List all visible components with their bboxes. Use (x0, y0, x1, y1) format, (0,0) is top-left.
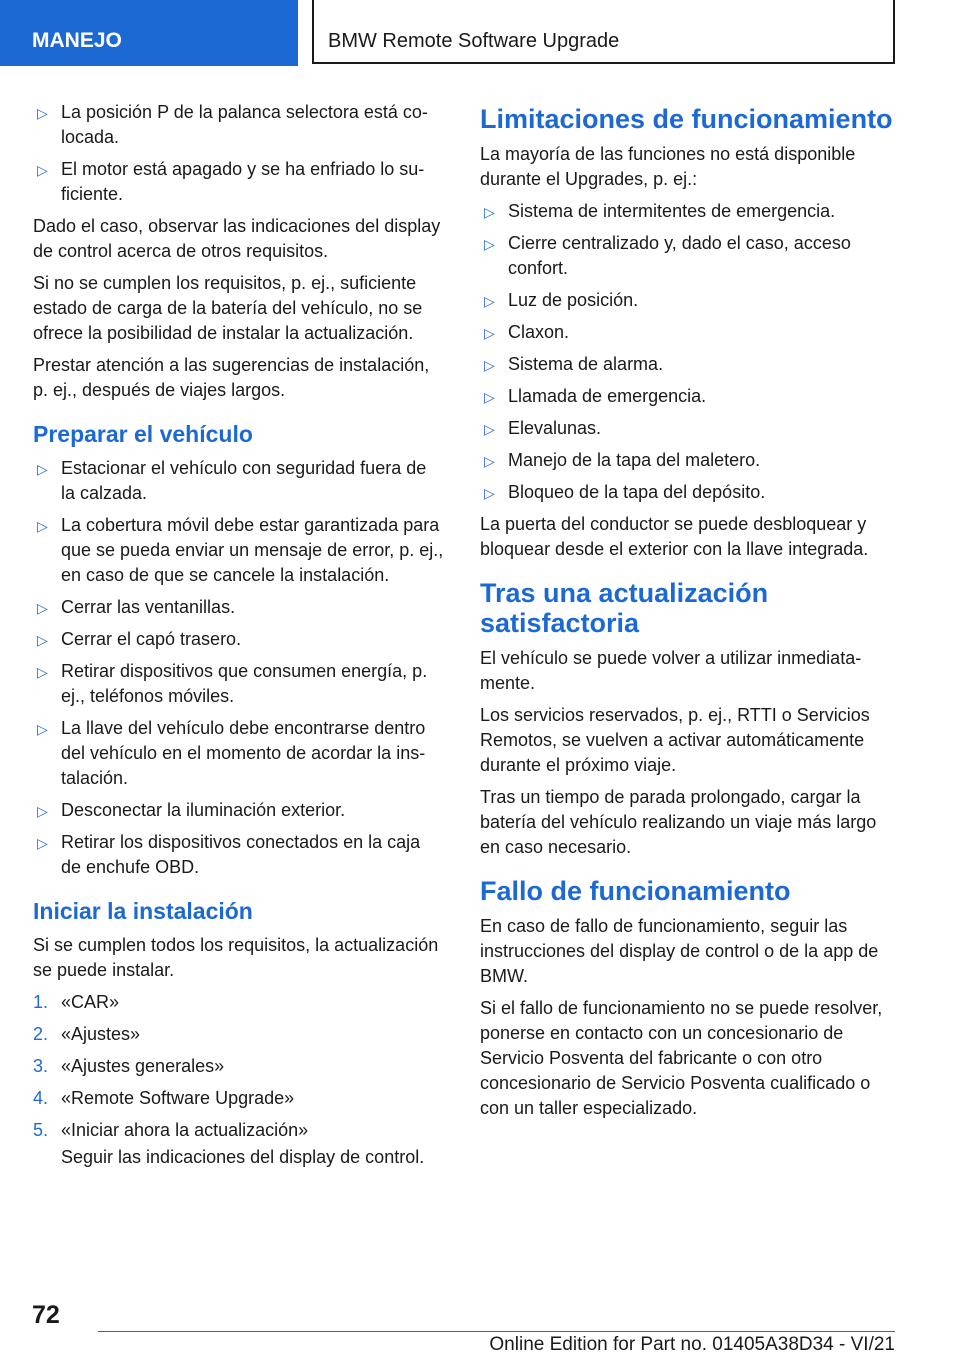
step-number: 5. (33, 1120, 49, 1140)
step-item: 1. «CAR» (33, 990, 445, 1015)
step-number: 2. (33, 1024, 49, 1044)
list-item: ▷ Bloqueo de la tapa del depósito. (480, 480, 895, 505)
list-item: ▷ Retirar los dispositivos conectados en la caja de enchufe OBD. (37, 832, 421, 877)
paragraph: Prestar atención a las sugerencias de instalación, p. ej., después de viajes largos. (33, 355, 430, 400)
footer-edition-text: Online Edition for Part no. 01405A38D34 - VI/21 (489, 1334, 895, 1355)
section-heading-install: Iniciar la instalación (33, 898, 253, 924)
list-item: ▷ La llave del vehículo debe encontrarse dentro del vehículo en el momento de acordar la instalación. (37, 718, 426, 788)
triangle-right-icon: ▷ (484, 325, 495, 341)
step-item: 2. «Ajustes» (33, 1022, 445, 1047)
triangle-right-icon: ▷ (484, 293, 495, 309)
step-item: 4. «Remote Software Upgrade» (33, 1086, 445, 1111)
triangle-right-icon: ▷ (37, 835, 48, 851)
step-item: 3. «Ajustes generales» (33, 1054, 445, 1079)
paragraph: En caso de fallo de funcionamiento, seguir las instrucciones del display de control o de la app de BMW. (480, 916, 879, 986)
triangle-right-icon: ▷ (484, 236, 495, 252)
list-item: ▷ Manejo de la tapa del maletero. (480, 448, 895, 473)
left-column (33, 100, 445, 1177)
list-item: ▷ Sistema de intermitentes de emergencia. (480, 199, 895, 224)
triangle-right-icon: ▷ (484, 357, 495, 373)
triangle-right-icon: ▷ (37, 162, 48, 178)
list-item: ▷ Retirar dispositivos que consumen energía, p. ej., teléfonos móviles. (37, 661, 428, 706)
section-heading-failure: Fallo de funcionamiento (480, 876, 791, 906)
paragraph: La puerta del conductor se puede desbloquear y bloquear desde el exterior con la llave integrada. (480, 514, 869, 559)
triangle-right-icon: ▷ (484, 421, 495, 437)
paragraph: Si el fallo de funcionamiento no se puede resolver, ponerse en contacto con un concesionario de Servicio Posventa del fabricante o con otro concesionario de Servicio Posventa cualificado o con un taller especializado. (480, 998, 883, 1118)
right-column (480, 100, 895, 1128)
list-item: ▷ Elevalunas. (480, 416, 895, 441)
triangle-right-icon: ▷ (37, 803, 48, 819)
list-item: ▷ Claxon. (480, 320, 895, 345)
step-number: 4. (33, 1088, 49, 1108)
list-item: ▷ Cerrar el capó trasero. (33, 627, 445, 652)
paragraph: Dado el caso, observar las indicaciones del display de control acerca de otros requisitos. (33, 216, 441, 261)
list-item: ▷ Sistema de alarma. (480, 352, 895, 377)
paragraph: Tras un tiempo de parada prolongado, cargar la batería del vehículo realizando un viaje más largo en caso necesario. (480, 787, 877, 857)
list-item: ▷ El motor está apagado y se ha enfriado lo suficiente. (37, 159, 425, 204)
triangle-right-icon: ▷ (484, 453, 495, 469)
paragraph: Si se cumplen todos los requisitos, la actualización se puede instalar. (33, 935, 439, 980)
step-note: Seguir las indicaciones del display de control. (61, 1147, 425, 1167)
list-item: ▷ Luz de posición. (480, 288, 895, 313)
list-item: ▷ Desconectar la iluminación exterior. (33, 798, 445, 823)
triangle-right-icon: ▷ (484, 204, 495, 220)
list-item: ▷ Cierre centralizado y, dado el caso, acceso confort. (484, 233, 851, 278)
list-item: ▷ Llamada de emergencia. (480, 384, 895, 409)
step-number: 1. (33, 992, 49, 1012)
step-item: 5. «Iniciar ahora la actualización» (33, 1118, 445, 1143)
step-number: 3. (33, 1056, 49, 1076)
paragraph: Los servicios reservados, p. ej., RTTI o Servicios Remotos, se vuelven a activar automáticamente durante el próximo viaje. (480, 705, 870, 775)
triangle-right-icon: ▷ (37, 664, 48, 680)
triangle-right-icon: ▷ (37, 105, 48, 121)
triangle-right-icon: ▷ (484, 389, 495, 405)
triangle-right-icon: ▷ (37, 721, 48, 737)
triangle-right-icon: ▷ (37, 518, 48, 534)
footer-divider (98, 1331, 895, 1332)
section-heading-success: Tras una actualización satisfactoria (480, 578, 769, 638)
paragraph: El vehículo se puede volver a utilizar inmediatamente. (480, 648, 862, 693)
list-item: ▷ La posición P de la palanca selectora está colocada. (37, 102, 428, 147)
triangle-right-icon: ▷ (37, 600, 48, 616)
triangle-right-icon: ▷ (484, 485, 495, 501)
paragraph: La mayoría de las funciones no está disponible durante el Upgrades, p. ej.: (480, 144, 856, 189)
paragraph: Si no se cumplen los requisitos, p. ej., suficiente estado de carga de la batería del vehículo, no se ofrece la posibilidad de instalar la actualización. (33, 273, 423, 343)
triangle-right-icon: ▷ (37, 632, 48, 648)
section-heading-prepare: Preparar el vehículo (33, 421, 253, 447)
chapter-tab: MANEJO (0, 0, 298, 66)
page-header-title: BMW Remote Software Upgrade (312, 0, 895, 64)
section-heading-limits: Limitaciones de funcionamiento (480, 104, 893, 134)
list-item: ▷ Estacionar el vehículo con seguridad fuera de la calzada. (37, 458, 427, 503)
list-item: ▷ La cobertura móvil debe estar garantizada para que se pueda enviar un mensaje de error, p. ej., en caso de que se cancele la instalación. (37, 515, 444, 585)
list-item: ▷ Cerrar las ventanillas. (33, 595, 445, 620)
triangle-right-icon: ▷ (37, 461, 48, 477)
page-number: 72 (32, 1301, 60, 1329)
